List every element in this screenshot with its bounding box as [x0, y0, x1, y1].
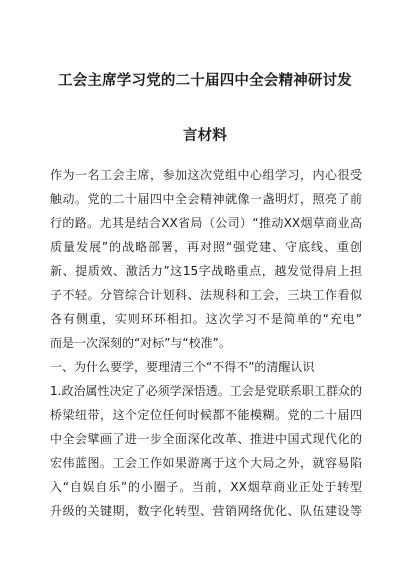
title-line-2: 言材料	[182, 128, 228, 144]
body-line: 行的路。尤其是结合XX省局（公司）“推动XX烟草商业高	[50, 216, 362, 230]
title-line-1: 工会主席学习党的二十届四中全会精神研讨发	[58, 73, 352, 89]
section-heading: 一、为什么要学，要理清三个“不得不”的清醒认识	[50, 360, 315, 374]
body-line: 桥梁纽带，这个定位任何时候都不能模糊。党的二十届四	[50, 408, 362, 422]
body-line: 质量发展”的战略部署，再对照“强党建、守底线、重创	[50, 240, 362, 254]
body-line: 作为一名工会主席，参加这次党组中心组学习，内心很受	[50, 168, 362, 182]
body-line: 触动。党的二十届四中全会精神就像一盏明灯，照亮了前	[50, 192, 362, 206]
body-line: 1.政治属性决定了必须学深悟透。工会是党联系职工群众的	[50, 384, 362, 398]
body-line: 新、提质效、激活力”这15字战略重点，越发觉得肩上担	[50, 264, 362, 278]
body-line: 子不轻。分管综合计划科、法规科和工会，三块工作看似	[50, 288, 362, 302]
body-line: 而是一次深刻的“对标”与“校准”。	[50, 336, 231, 350]
body-line: 中全会擘画了进一步全面深化改革、推进中国式现代化的	[50, 432, 362, 446]
body-line: 各有侧重，实则环环相扣。这次学习不是简单的“充电”	[50, 312, 362, 326]
body-line: 宏伟蓝图。工会工作如果游离于这个大局之外，就容易陷	[50, 456, 362, 470]
body-line: 入“自娱自乐”的小圈子。当前，XX烟草商业正处于转型	[50, 480, 362, 494]
body-line: 升级的关键期，数字化转型、营销网络优化、队伍建设等	[50, 504, 362, 518]
